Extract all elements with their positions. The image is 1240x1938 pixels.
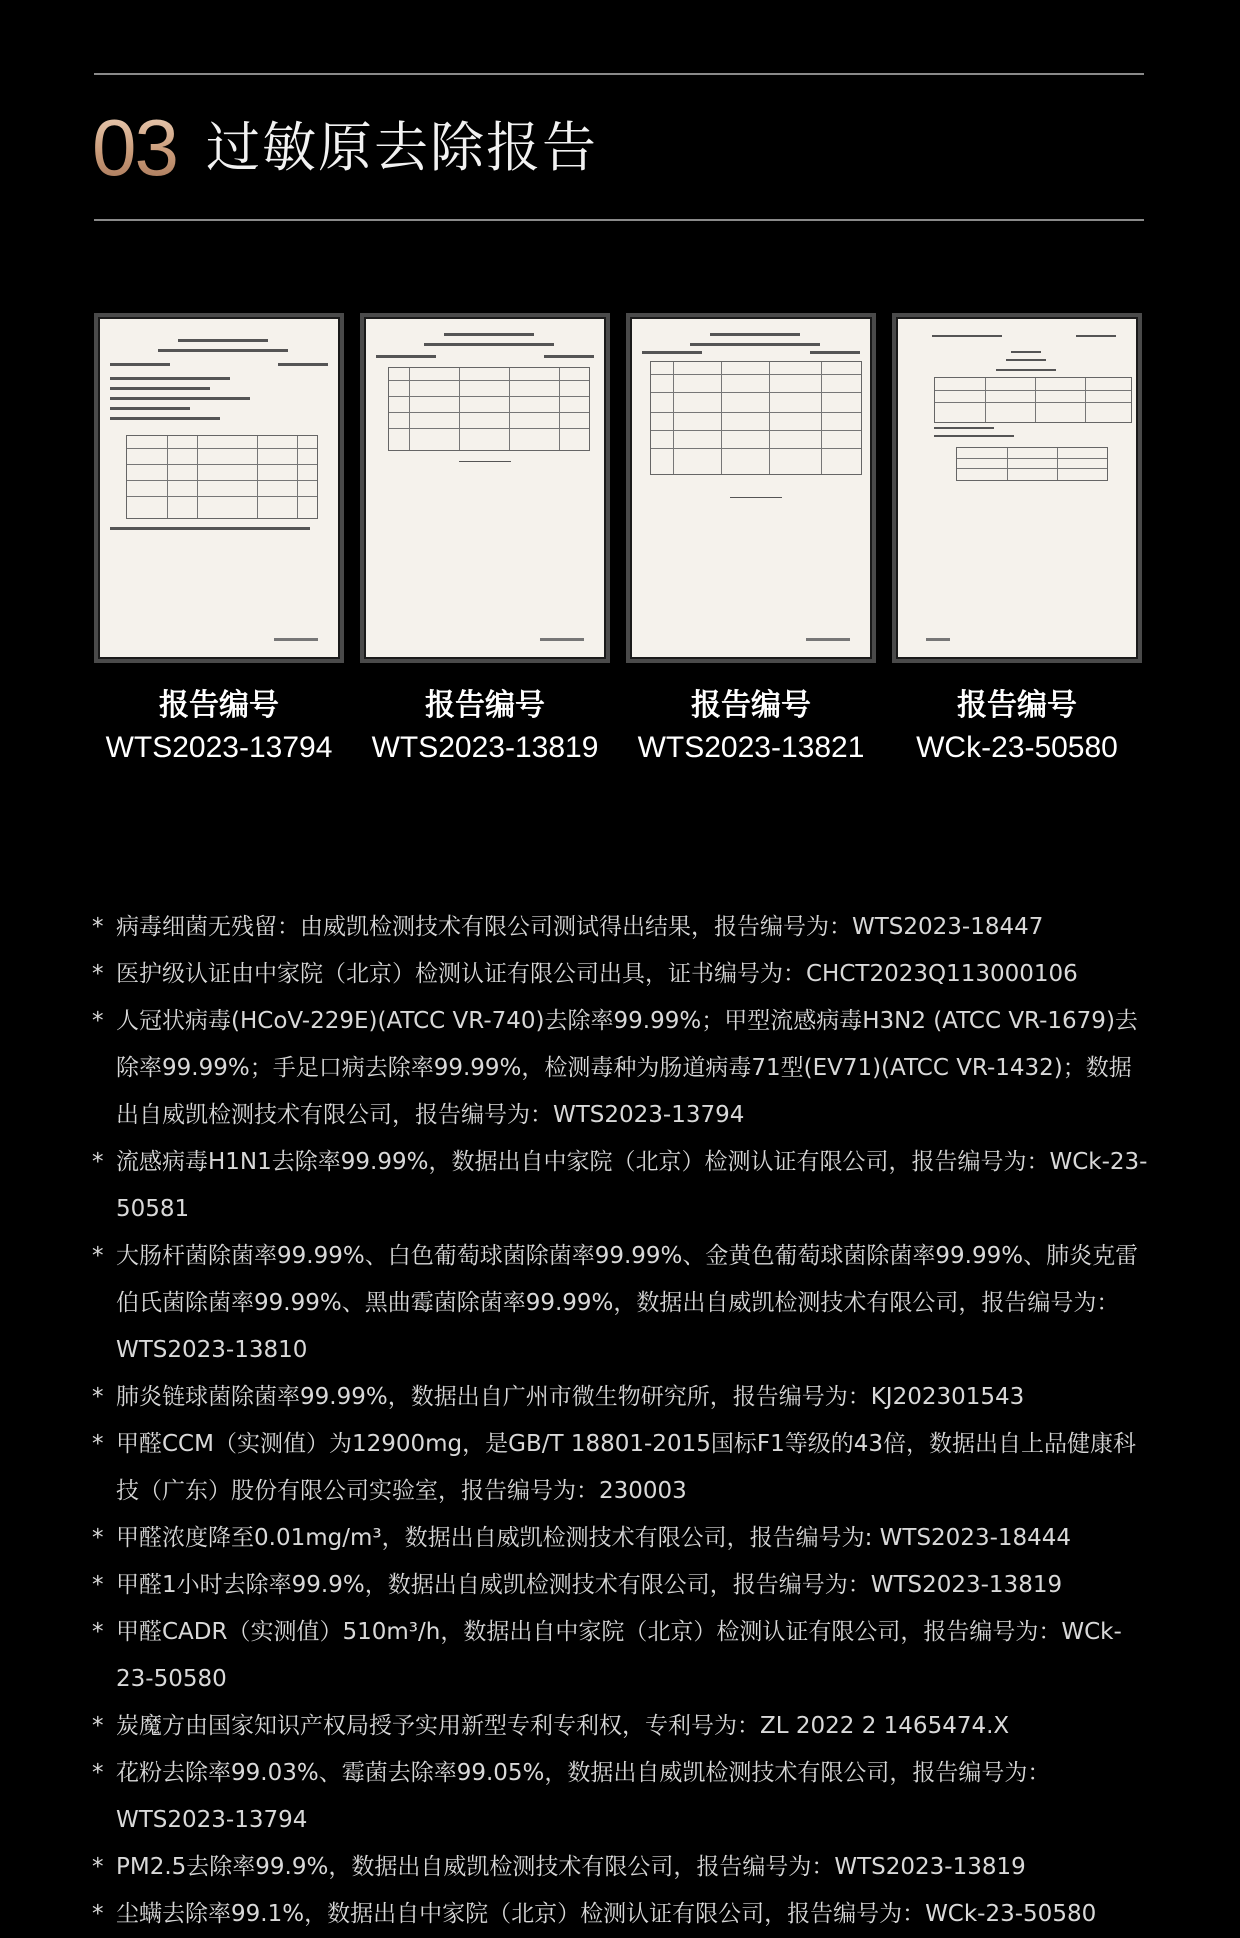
- footnote-text: 大肠杆菌除菌率99.99%、白色葡萄球菌除菌率99.99%、金黄色葡萄球菌除菌率99.99%、肺炎克雷伯氏菌除菌率99.99%、黑曲霉菌除菌率99.99%，数据出自威凯检测技术有限公司，报告编号为：WTS2023-13810: [116, 1243, 1139, 1363]
- section-title: 过敏原去除报告: [206, 116, 598, 179]
- report-number: WTS2023-13819: [371, 731, 599, 764]
- footnote-text: 尘螨去除率99.1%，数据出自中家院（北京）检测认证有限公司，报告编号为：WCk-23-50580: [116, 1901, 1097, 1927]
- footnote-item: [92, 1421, 1152, 1515]
- bullet-star: *: [92, 1384, 104, 1410]
- footnote-text: 肺炎链球菌除菌率99.99%，数据出自广州市微生物研究所，报告编号为：KJ202301543: [116, 1384, 1025, 1410]
- bullet-star: *: [92, 1619, 104, 1645]
- footnote-text: 甲醛CCM（实测值）为12900mg，是GB/T 18801-2015国标F1等级的43倍，数据出自上品健康科技（广东）股份有限公司实验室，报告编号为：230003: [116, 1431, 1136, 1504]
- footnote-text: 甲醛CADR（实测值）510m³/h，数据出自中家院（北京）检测认证有限公司，报告编号为：WCk-23-50580: [116, 1619, 1122, 1692]
- report-number-label: 报告编号: [957, 688, 1077, 723]
- footnote-item: [92, 1515, 1152, 1562]
- footnote-item: [92, 1609, 1152, 1703]
- bullet-star: *: [92, 1713, 104, 1739]
- bullet-star: *: [92, 1431, 104, 1457]
- footnote-text: 医护级认证由中家院（北京）检测认证有限公司出具，证书编号为：CHCT2023Q113000106: [116, 961, 1078, 987]
- top-divider: [94, 73, 1144, 75]
- footnote-item: [92, 904, 1152, 951]
- bullet-star: *: [92, 961, 104, 987]
- footnote-item: [92, 951, 1152, 998]
- report-card[interactable]: [626, 313, 876, 769]
- footnote-text: 甲醛浓度降至0.01mg/m³，数据出自威凯检测技术有限公司，报告编号为: WTS2023-18444: [116, 1525, 1072, 1551]
- report-card[interactable]: [360, 313, 610, 769]
- footnote-list: [92, 904, 1152, 1938]
- report-number-label: 报告编号: [691, 688, 811, 723]
- bullet-star: *: [92, 1901, 104, 1927]
- footnote-item: [92, 1562, 1152, 1609]
- report-number-label: 报告编号: [425, 688, 545, 723]
- report-document-thumbnail[interactable]: [94, 313, 344, 663]
- report-gallery: [94, 313, 1144, 773]
- footnote-text: PM2.5去除率99.9%，数据出自威凯检测技术有限公司，报告编号为：WTS2023-13819: [116, 1854, 1026, 1880]
- footnote-item: [92, 1233, 1152, 1374]
- bullet-star: *: [92, 1243, 104, 1269]
- footnote-item: [92, 1844, 1152, 1891]
- report-card[interactable]: [94, 313, 344, 769]
- footnote-item: [92, 1374, 1152, 1421]
- report-card[interactable]: [892, 313, 1142, 769]
- report-number-label: 报告编号: [159, 688, 279, 723]
- bullet-star: *: [92, 1854, 104, 1880]
- report-document-thumbnail[interactable]: [360, 313, 610, 663]
- report-document-thumbnail[interactable]: [892, 313, 1142, 663]
- report-document-thumbnail[interactable]: [626, 313, 876, 663]
- report-number: WCk-23-50580: [916, 731, 1118, 764]
- footnote-text: 病毒细菌无残留：由威凯检测技术有限公司测试得出结果，报告编号为：WTS2023-18447: [116, 914, 1044, 940]
- header-divider: [94, 219, 1144, 221]
- footnote-item: [92, 1750, 1152, 1844]
- footnote-item: [92, 998, 1152, 1139]
- section-number: 03: [92, 98, 177, 198]
- footnote-item: [92, 1139, 1152, 1233]
- footnote-item: [92, 1891, 1152, 1938]
- bullet-star: *: [92, 1525, 104, 1551]
- footnote-item: [92, 1703, 1152, 1750]
- footnote-text: 甲醛1小时去除率99.9%，数据出自威凯检测技术有限公司，报告编号为：WTS2023-13819: [116, 1572, 1063, 1598]
- report-number: WTS2023-13794: [105, 731, 333, 764]
- bullet-star: *: [92, 1149, 104, 1175]
- bullet-star: *: [92, 1760, 104, 1786]
- report-number: WTS2023-13821: [637, 731, 865, 764]
- footnote-text: 人冠状病毒(HCoV-229E)(ATCC VR-740)去除率99.99%；甲型流感病毒H3N2 (ATCC VR-1679)去除率99.99%；手足口病去除率99.99%，检测毒种为肠道病毒71型(EV71)(ATCC VR-1432)；数据出自威凯检测技术有限公司，报告编号为：WTS2023-13794: [116, 1008, 1138, 1128]
- bullet-star: *: [92, 1008, 104, 1034]
- bullet-star: *: [92, 1572, 104, 1598]
- footnote-text: 花粉去除率99.03%、霉菌去除率99.05%，数据出自威凯检测技术有限公司，报告编号为：WTS2023-13794: [116, 1760, 1051, 1833]
- footnote-text: 炭魔方由国家知识产权局授予实用新型专利专利权，专利号为：ZL 2022 2 1465474.X: [116, 1713, 1010, 1739]
- bullet-star: *: [92, 914, 104, 940]
- footnote-text: 流感病毒H1N1去除率99.99%，数据出自中家院（北京）检测认证有限公司，报告编号为：WCk-23-50581: [116, 1149, 1148, 1222]
